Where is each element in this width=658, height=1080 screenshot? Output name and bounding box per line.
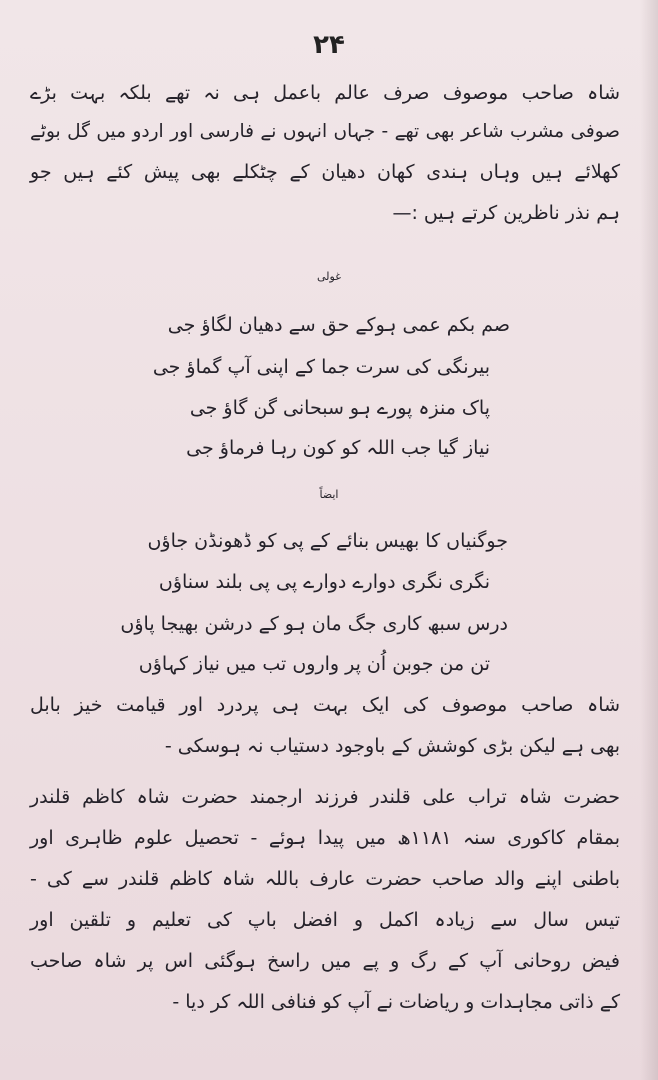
verse-2-line-1: جوگنیاں کا بھیس بنائے کے پی کو ڈھونڈن جاؤں	[147, 530, 508, 552]
paragraph-1-line-2: صوفی مشرب شاعر بھی تھے - جہاں انہوں نے فارسی اور اردو میں گل بوٹے	[30, 121, 620, 142]
verse-1-line-4: نیاز گیا جب اللہ کو کون رہا فرماؤ جی	[186, 437, 490, 459]
paragraph-2-line-2: بھی ہے لیکن بڑی کوشش کے باوجود دستیاب نہ ہوسکی -	[164, 735, 620, 757]
verse-2-line-4: تن من جوبن اُن پر واروں تب میں نیاز کہاؤں	[138, 653, 490, 675]
page-edge-shadow	[640, 0, 658, 1080]
verse-heading-2: ایضاً	[319, 488, 339, 501]
verse-1-line-1: صم بکم عمی ہوکے حق سے دھیان لگاؤ جی	[167, 314, 510, 336]
paragraph-3-line-4: تیس سال سے زیادہ اکمل و افضل باپ کی تعلیم و تلقین اور	[30, 909, 620, 931]
paragraph-3-line-5: فیض روحانی آپ کے رگ و پے میں راسخ ہوگئی اس پر شاہ صاحب	[30, 950, 620, 972]
paragraph-1-line-4: ہم نذر ناظرین کرتے ہیں :—	[392, 202, 620, 224]
paragraph-2-line-1: شاہ صاحب موصوف کی ایک بہت ہی پردرد اور قیامت خیز بابل	[30, 694, 620, 716]
verse-heading-1: غولی	[317, 270, 341, 283]
paragraph-1-line-3: کھلائے ہیں وہاں ہندی کھان دھیان کے چٹکلے بھی پیش کئے ہیں جو	[30, 161, 620, 183]
paragraph-3-line-2: بمقام کاکوری سنہ ۱۱۸۱ھ میں پیدا ہوئے - تحصیل علوم ظاہری اور	[30, 827, 620, 849]
paragraph-3-line-1: حضرت شاہ تراب علی قلندر فرزند ارجمند حضرت شاہ کاظم قلندر	[30, 786, 620, 808]
paragraph-3-line-3: باطنی اپنے والد صاحب حضرت عارف باللہ شاہ کاظم قلندر سے کی -	[30, 868, 620, 890]
page-number: ۲۴	[313, 30, 345, 60]
verse-1-line-2: بیرنگی کی سرت جما کے اپنی آپ گماؤ جی	[152, 356, 490, 378]
paragraph-3-line-6: کے ذاتی مجاہدات و ریاضات نے آپ کو فنافی اللہ کر دیا -	[172, 991, 620, 1013]
verse-2-line-2: نگری نگری دوارے دوارے پی پی بلند سناؤں	[158, 571, 490, 593]
verse-2-line-3: درس سبھ کاری جگ مان ہو کے درشن بھیجا پاؤں	[120, 613, 508, 635]
verse-1-line-3: پاک منزہ پورے ہو سبحانی گن گاؤ جی	[189, 397, 490, 419]
paragraph-1-line-1: شاہ صاحب موصوف صرف عالم باعمل ہی نہ تھے بلکہ بہت بڑے	[30, 82, 620, 104]
